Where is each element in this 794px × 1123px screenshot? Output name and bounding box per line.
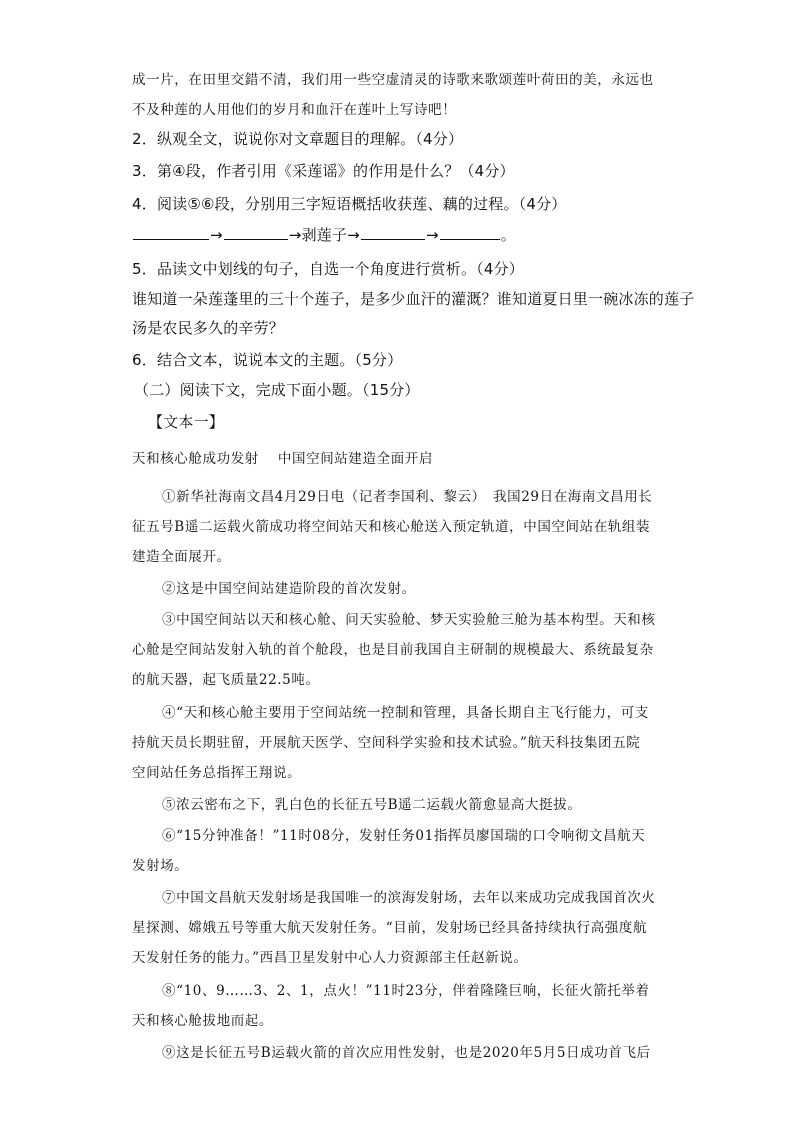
para-8-line-2: 天和核心舱拔地而起。 bbox=[132, 1013, 273, 1029]
answer-end: 。 bbox=[500, 226, 516, 244]
question-5-quote-line-1: 谁知道一朵莲蓬里的三十个莲子，是多少血汗的灌溉？谁知道夏日里一碗冰冻的莲子 bbox=[132, 290, 695, 308]
arrow-3: → bbox=[347, 226, 360, 244]
section-2-heading: （二）阅读下文，完成下面小题。（15分） bbox=[134, 381, 420, 399]
para-9-line-1: ⑨这是长征五号B运载火箭的首次应用性发射，也是2020年5月5日成功首飞后 bbox=[162, 1045, 651, 1061]
para-6-line-2: 发射场。 bbox=[132, 858, 189, 874]
answer-blank-2[interactable] bbox=[224, 225, 288, 240]
para-3-line-3: 的航天器，起飞质量22.5吨。 bbox=[132, 672, 320, 688]
text-1-label: 【文本一】 bbox=[148, 413, 225, 431]
question-5: 5．品读文中划线的句子，自选一个角度进行赏析。（4分） bbox=[132, 260, 524, 278]
question-4-answer-line bbox=[132, 224, 516, 245]
answer-blank-4[interactable] bbox=[440, 225, 500, 240]
para-1-line-3: 建造全面展开。 bbox=[132, 549, 231, 565]
para-7-line-3: 天发射任务的能力。”西昌卫星发射中心人力资源部主任赵新说。 bbox=[132, 950, 528, 966]
arrow-2: → bbox=[288, 226, 302, 244]
answer-blank-1[interactable] bbox=[133, 225, 209, 240]
intro-line-2: 不及种莲的人用他们的岁月和血汗在莲叶上写诗吧！ bbox=[132, 102, 457, 118]
para-6-line-1: ⑥“15分钟准备！”11时08分，发射任务01指挥员廖国瑞的口令响彻文昌航天 bbox=[162, 828, 646, 844]
arrow-4: → bbox=[425, 226, 439, 244]
para-1-line-1: ①新华社海南文昌4月29日电（记者李国利、黎云） 我国29日在海南文昌用长 bbox=[162, 489, 653, 505]
question-5-quote-line-2: 汤是农民多久的辛劳？ bbox=[132, 319, 285, 337]
article-title: 天和核心舱成功发射 中国空间站建造全面开启 bbox=[132, 451, 433, 467]
given-answer: 剥莲子 bbox=[301, 226, 348, 244]
question-4: 4．阅读⑤⑥段，分别用三字短语概括收获莲、藕的过程。（4分） bbox=[132, 195, 567, 213]
question-3: 3．第④段，作者引用《采莲谣》的作用是什么？（4分） bbox=[132, 162, 515, 180]
answer-blank-3[interactable] bbox=[361, 225, 425, 240]
para-4-line-2: 持航天员长期驻留，开展航天医学、空间科学实验和技术试验。”航天科技集团五院 bbox=[132, 735, 641, 751]
para-5-line-1: ⑤浓云密布之下，乳白色的长征五号B遥二运载火箭愈显高大挺拔。 bbox=[162, 797, 582, 813]
para-7-line-1: ⑦中国文昌航天发射场是我国唯一的滨海发射场，去年以来成功完成我国首次火 bbox=[162, 890, 656, 906]
para-4-line-1: ④“天和核心舱主要用于空间站统一控制和管理，具备长期自主飞行能力，可支 bbox=[162, 705, 649, 721]
arrow-1: → bbox=[210, 226, 223, 244]
para-3-line-2: 心舱是空间站发射入轨的首个舱段，也是目前我国自主研制的规模最大、系统最复杂 bbox=[132, 642, 654, 658]
para-2-line-1: ②这是中国空间站建造阶段的首次发射。 bbox=[162, 581, 416, 597]
para-4-line-3: 空间站任务总指挥王翔说。 bbox=[132, 765, 302, 781]
para-1-line-2: 征五号B遥二运载火箭成功将空间站天和核心舱送入预定轨道，中国空间站在轨组装 bbox=[132, 519, 651, 535]
question-6: 6．结合文本，说说本文的主题。（5分） bbox=[132, 351, 403, 369]
intro-line-1: 成一片，在田里交錯不清，我们用一些空虚清灵的诗歌来歌颂莲叶荷田的美，永远也 bbox=[132, 72, 654, 88]
para-3-line-1: ③中国空间站以天和核心舱、问天实验舱、梦天实验舱三舱为基本构型。天和核 bbox=[162, 612, 656, 628]
para-8-line-1: ⑧“10、9……3、2、1，点火！”11时23分，伴着隆隆巨响，长征火箭托举着 bbox=[162, 983, 650, 999]
para-7-line-2: 星探测、嫦娥五号等重大航天发射任务。“目前，发射场已经具备持续执行高强度航 bbox=[132, 920, 648, 936]
question-2: 2．纵观全文，说说你对文章题目的理解。（4分） bbox=[132, 130, 464, 148]
